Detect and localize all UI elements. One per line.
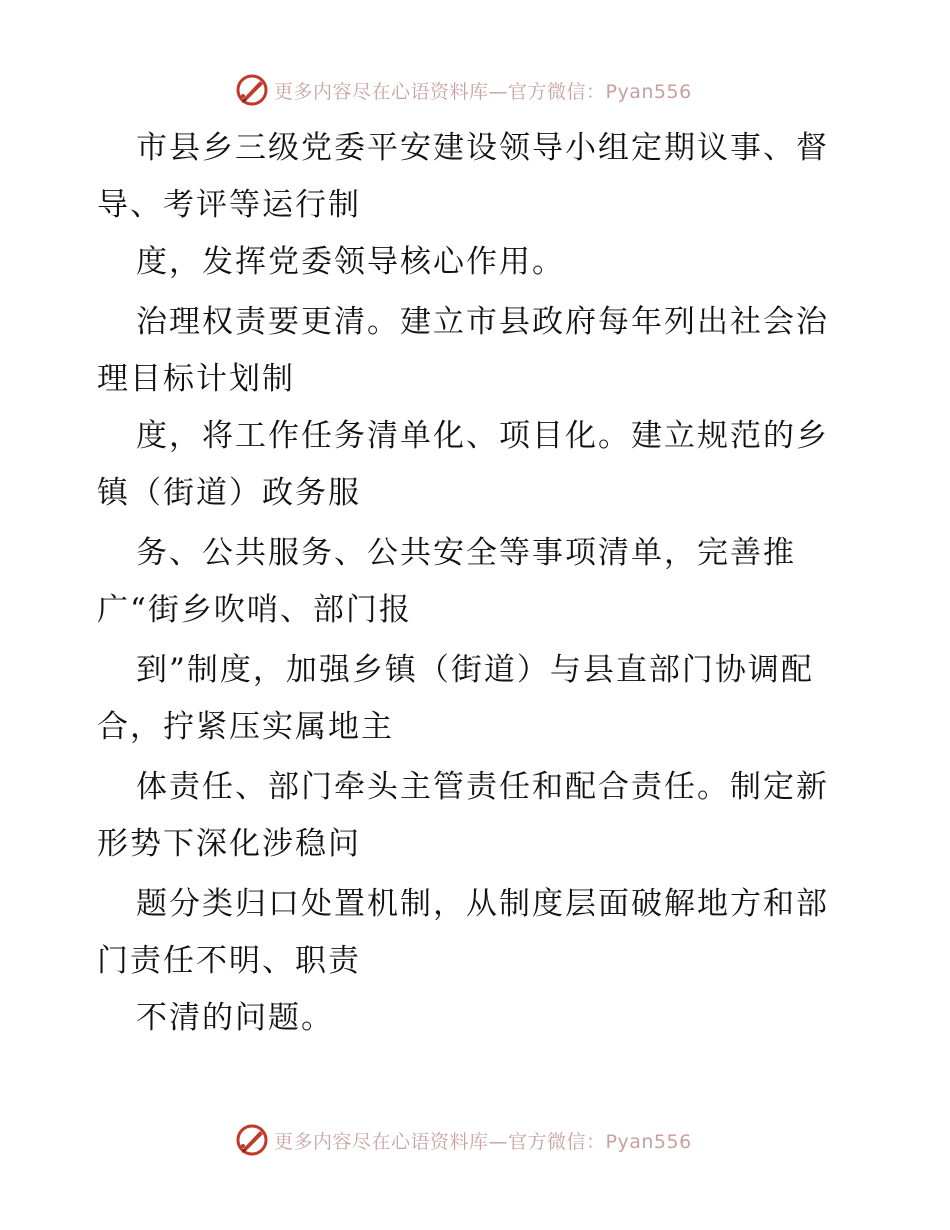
watermark-text: 更多内容尽在心语资料库—官方微信：Pyan556 [274, 80, 692, 103]
body-line: 理目标计划制 [97, 361, 295, 397]
body-line: 到”制度，加强乡镇（街道）与县直部门协调配 [136, 652, 814, 688]
pen-logo-icon [234, 1122, 270, 1158]
body-line: 门责任不明、职责 [97, 943, 361, 979]
body-line: 市县乡三级党委平安建设领导小组定期议事、督 [136, 130, 829, 166]
body-line: 治理权责要更清。建立市县政府每年列出社会治 [136, 304, 829, 340]
body-line: 务、公共服务、公共安全等事项清单，完善推 [136, 535, 796, 571]
body-line: 广“街乡吹哨、部门报 [97, 592, 412, 628]
footer-watermark [234, 1122, 692, 1158]
body-line: 度，发挥党委领导核心作用。 [136, 244, 565, 280]
body-line: 不清的问题。 [136, 1000, 334, 1036]
body-line: 导、考评等运行制 [97, 187, 361, 223]
pen-logo-icon [234, 72, 270, 108]
body-line: 题分类归口处置机制，从制度层面破解地方和部 [136, 886, 829, 922]
header-watermark [234, 72, 692, 108]
body-line: 镇（街道）政务服 [97, 475, 361, 511]
body-line: 合，拧紧压实属地主 [97, 709, 394, 745]
body-line: 度，将工作任务清单化、项目化。建立规范的乡 [136, 418, 829, 454]
body-line: 体责任、部门牵头主管责任和配合责任。制定新 [136, 769, 829, 805]
body-line: 形势下深化涉稳问 [97, 826, 361, 862]
watermark-text: 更多内容尽在心语资料库—官方微信：Pyan556 [274, 1130, 692, 1153]
